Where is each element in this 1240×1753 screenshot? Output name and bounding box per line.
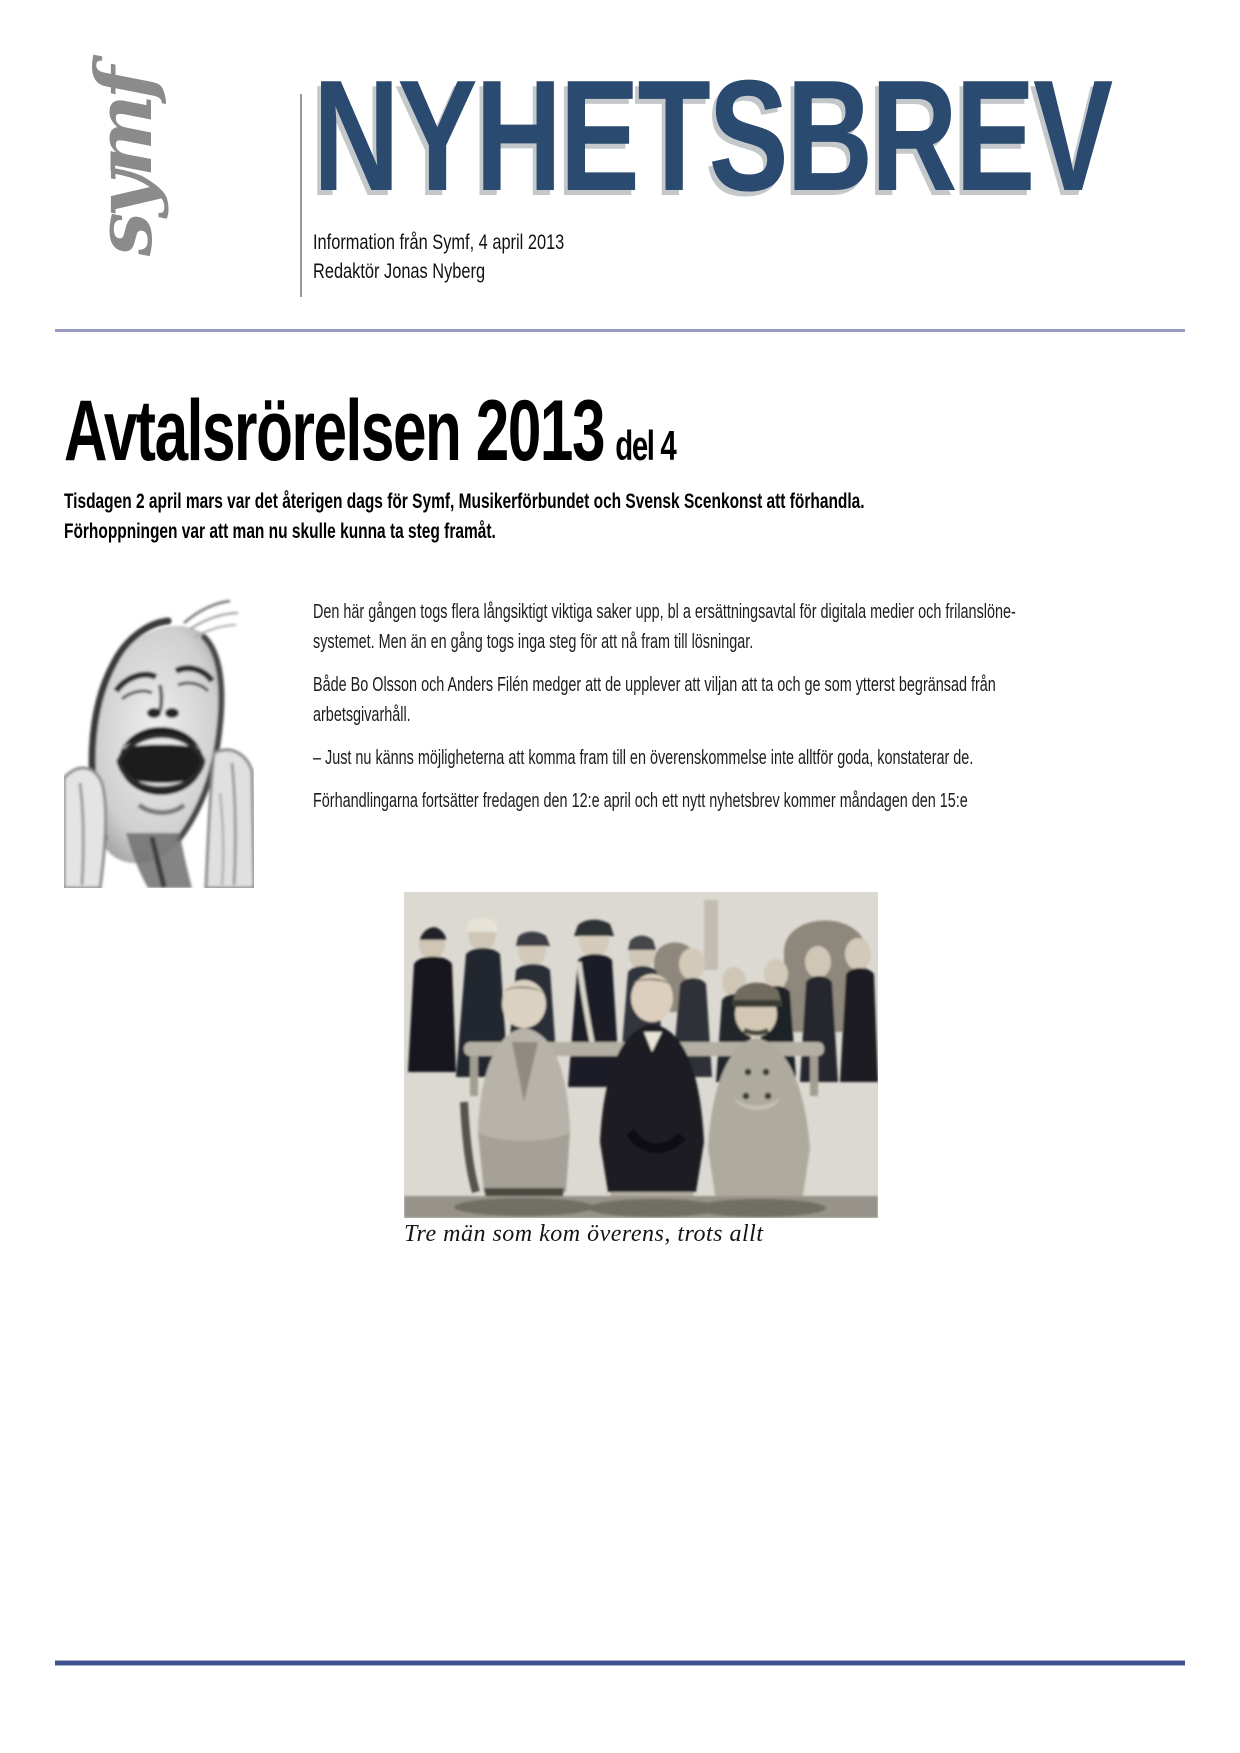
article-heading — [64, 383, 676, 479]
body-paragraph: Förhandlingarna fortsätter fredagen den 12:e april och ett nytt nyhetsbrev kommer måndagen den 15:e — [313, 790, 968, 812]
footer-rule — [55, 1660, 1185, 1666]
newsletter-title: NYHETSBREV — [313, 48, 1111, 224]
symf-logo — [52, 66, 198, 260]
newsletter-info — [313, 228, 564, 286]
article-heading-main: Avtalsrörelsen 2013 — [64, 383, 605, 479]
header-vertical-divider — [300, 94, 302, 297]
body-paragraph: Den här gången togs flera långsiktigt viktiga saker upp, bl a ersättningsavtal för digitala medier och frilanslöne-systemet. Men än en gång togs inga steg för att nå fram till lösningar. — [313, 601, 1016, 653]
article-body — [313, 597, 1037, 829]
newsletter-info-date: Information från Symf, 4 april 2013 — [313, 231, 565, 254]
scream-drawing-image — [64, 593, 254, 888]
newsletter-info-editor: Redaktör Jonas Nyberg — [313, 260, 486, 283]
header-rule — [55, 329, 1185, 332]
conference-photo-image — [404, 892, 878, 1218]
body-paragraph: – Just nu känns möjligheterna att komma fram till en överenskommelse inte alltför goda, konstaterar de. — [313, 747, 974, 769]
article-lead-line2: Förhoppningen var att man nu skulle kunna ta steg framåt. — [64, 519, 496, 543]
symf-logo-text: symf — [79, 70, 171, 256]
article-heading-suffix: del 4 — [615, 422, 676, 469]
article-lead — [64, 486, 1144, 546]
article-lead-line1: Tisdagen 2 april mars var det återigen dags för Symf, Musikerförbundet och Svensk Scenkonst att förhandla. — [64, 489, 865, 513]
photo-caption: Tre män som kom överens, trots allt — [404, 1221, 764, 1247]
body-paragraph: Både Bo Olsson och Anders Filén medger att de upplever att viljan att ta och ge som ytterst begränsad från arbetsgivarhåll. — [313, 674, 996, 726]
